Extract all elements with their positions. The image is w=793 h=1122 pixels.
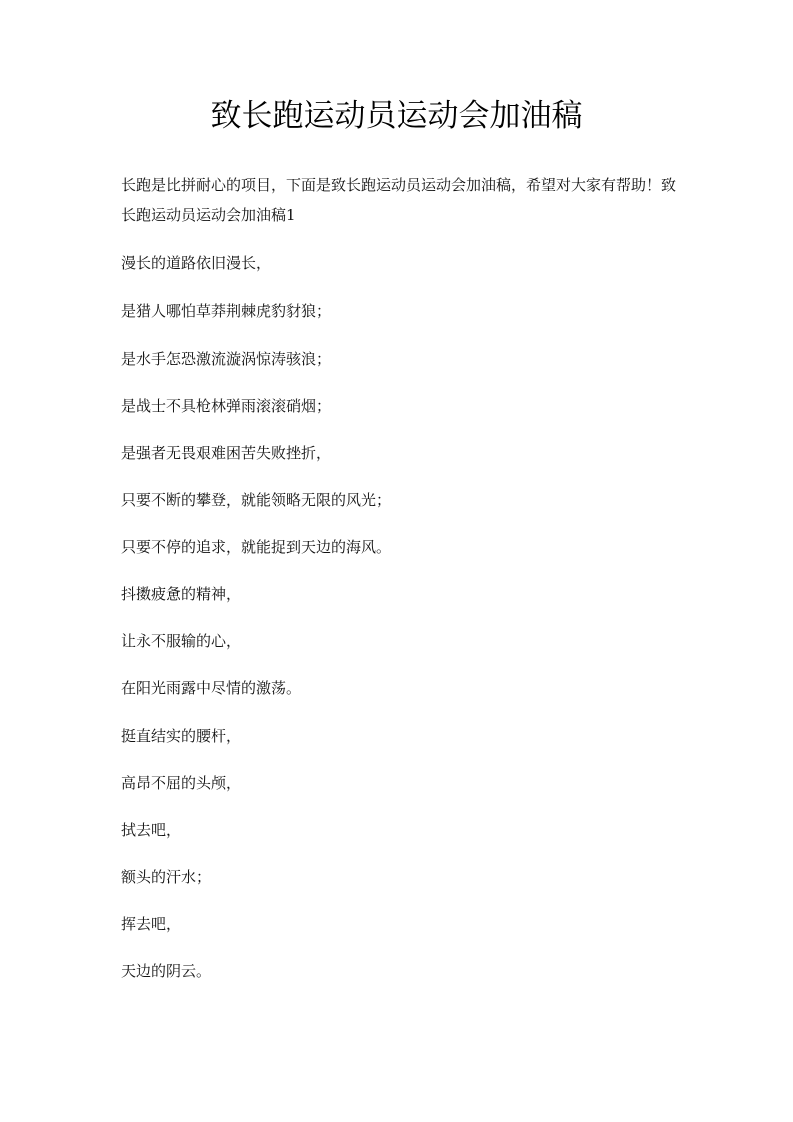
- poem-line: 额头的汗水；: [121, 868, 212, 886]
- poem-line: 抖擞疲惫的精神，: [121, 585, 242, 603]
- poem-line: 是水手怎恐激流漩涡惊涛骇浪；: [121, 350, 332, 368]
- poem-line: 让永不服输的心，: [121, 632, 242, 650]
- poem-line: 在阳光雨露中尽情的激荡。: [121, 679, 302, 697]
- poem-line: 只要不断的攀登，就能领略无限的风光；: [121, 491, 392, 509]
- poem-line: 挥去吧，: [121, 915, 182, 933]
- poem-line: 高昂不屈的头颅，: [121, 774, 242, 792]
- intro-paragraph: 长跑是比拼耐心的项目，下面是致长跑运动员运动会加油稿，希望对大家有帮助！致长跑运动员运动会加油稿1: [121, 176, 677, 224]
- poem-line: 拭去吧，: [121, 821, 182, 839]
- poem-line: 是猎人哪怕草莽荆棘虎豹豺狼；: [121, 302, 332, 320]
- poem-line: 只要不停的追求，就能捉到天边的海风。: [121, 538, 392, 556]
- poem-line: 天边的阴云。: [121, 962, 212, 980]
- document-title: 致长跑运动员运动会加油稿: [210, 98, 583, 134]
- poem-line: 挺直结实的腰杆，: [121, 727, 242, 745]
- poem-line: 漫长的道路依旧漫长，: [121, 254, 272, 272]
- poem-line: 是强者无畏艰难困苦失败挫折，: [121, 444, 332, 462]
- poem-line: 是战士不具枪林弹雨滚滚硝烟；: [121, 397, 332, 415]
